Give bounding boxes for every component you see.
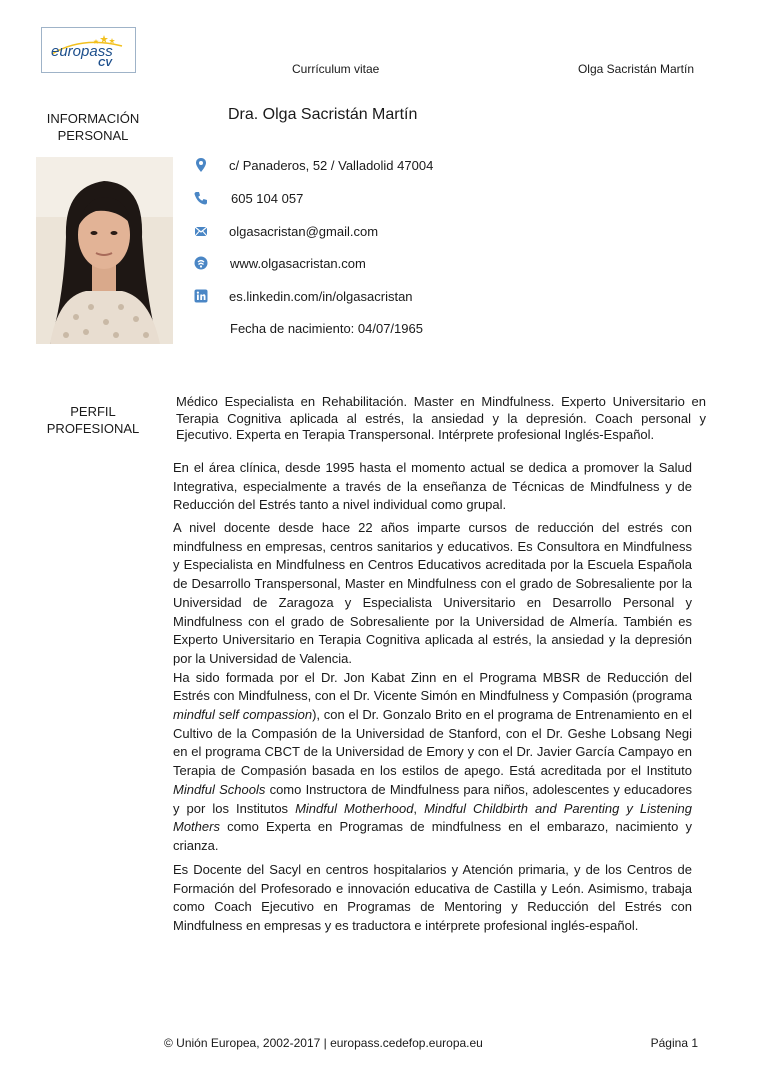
linkedin-icon — [193, 288, 209, 304]
header-person-name: Olga Sacristán Martín — [577, 62, 694, 76]
europass-logo — [41, 27, 136, 73]
paragraph-sacyl: Es Docente del Sacyl en centros hospitalarios y Atención primaria, y de los Centros de Formación del Profesorado e innovación educativa de Castilla y León. Asimismo, trabaja como Coach Ejecutivo en Programas de Mentoring y Reducción del Estrés con Mindfulness en empresas y es traductora e intérprete profesional inglés-español. — [173, 862, 692, 934]
address-row — [193, 155, 434, 175]
linkedin-text: es.linkedin.com/in/olgasacristan — [229, 288, 413, 304]
email-text: olgasacristan@gmail.com — [229, 223, 379, 239]
website-icon — [193, 255, 209, 271]
phone-text: 605 104 057 — [231, 190, 304, 206]
footer-copyright: © Unión Europea, 2002-2017 | europass.cedefop.europa.eu — [164, 1036, 483, 1050]
full-name: Dra. Olga Sacristán Martín — [228, 106, 418, 123]
email-row — [193, 221, 379, 241]
paragraph-clinical: En el área clínica, desde 1995 hasta el momento actual se dedica a promover la Salud Integrativa, especialmente a través de la enseñanza de Técnicas de Mindfulness y de Reducción del Estrés tanto a nivel individual como grupal. — [173, 460, 692, 513]
svg-text:CV: CV — [98, 58, 112, 69]
birthdate-text: Fecha de nacimiento: 04/07/1965 — [230, 320, 423, 336]
website-row — [193, 253, 366, 273]
svg-text:europass: europass — [51, 43, 113, 60]
profile-paragraph-4 — [173, 861, 692, 936]
phone-icon — [193, 190, 209, 206]
profile-photo — [36, 157, 173, 344]
profile-paragraph-1 — [173, 459, 692, 515]
address-text: c/ Panaderos, 52 / Valladolid 47004 — [229, 157, 434, 173]
website-text: www.olgasacristan.com — [230, 255, 366, 271]
section-label-personal: INFORMACIÓN PERSONAL — [46, 111, 140, 143]
footer-page-number: Página 1 — [650, 1036, 698, 1050]
linkedin-row — [193, 286, 413, 306]
phone-row — [193, 188, 304, 208]
paragraph-training: Ha sido formada por el Dr. Jon Kabat Zinn en el Programa MBSR de Reducción del Estrés con Mindfulness, con el Dr. Vicente Simón en Mindfulness y Compasión (programa mindful self compassion), con el Dr. Gonzalo Brito en el programa de Entrenamiento en el Cultivo de la Compasión de la Universidad de Stanford, con el Dr. Geshe Lobsang Negi en el programa CBCT de la Universidad de Emory y con el Dr. Javier García Campayo en Terapia de Compasión basada en los estilos de apego. Está acreditada por el Instituto Mindful Schools como Instructora de Mindfulness para niños, adolescentes y educadores y por los Institutos Mindful Motherhood, Mindful Childbirth and Parenting y Listening Mothers como Experta en Programas de mindfulness en el embarazo, nacimiento y crianza. — [173, 669, 692, 853]
document-title: Currículum vitae — [292, 62, 380, 76]
profile-paragraphs-2-3 — [173, 519, 692, 856]
email-icon — [193, 223, 209, 239]
paragraph-teaching: A nivel docente desde hace 22 años imparte cursos de reducción del estrés con mindfulness en empresas, centros sanitarios y educativos. Es Consultora en Mindfulness y Especialista en Mindfulness en Centros Educativos acreditada por la Escuela Española de Desarrollo Transpersonal, Master en Mindfulness con el grado de Sobresaliente por la Universidad de Zaragoza y Especialista Universitario en Desarrollo Personal y Mindfulness con el grado de Sobresaliente por la Universidad de Almería. También es Experto Universitario en Terapia Cognitiva aplicada al estrés, la ansiedad y la depresión por la Universidad de Valencia. — [173, 520, 692, 666]
section-label-profile: PERFIL PROFESIONAL — [46, 404, 140, 436]
profile-summary: Médico Especialista en Rehabilitación. Master en Mindfulness. Experto Universitario en Terapia Cognitiva aplicada al estrés, la ansiedad y la depresión. Coach personal y Ejecutivo. Experta en Terapia Transpersonal. Intérprete profesional Inglés-Español. — [176, 394, 706, 442]
location-pin-icon — [193, 157, 209, 173]
